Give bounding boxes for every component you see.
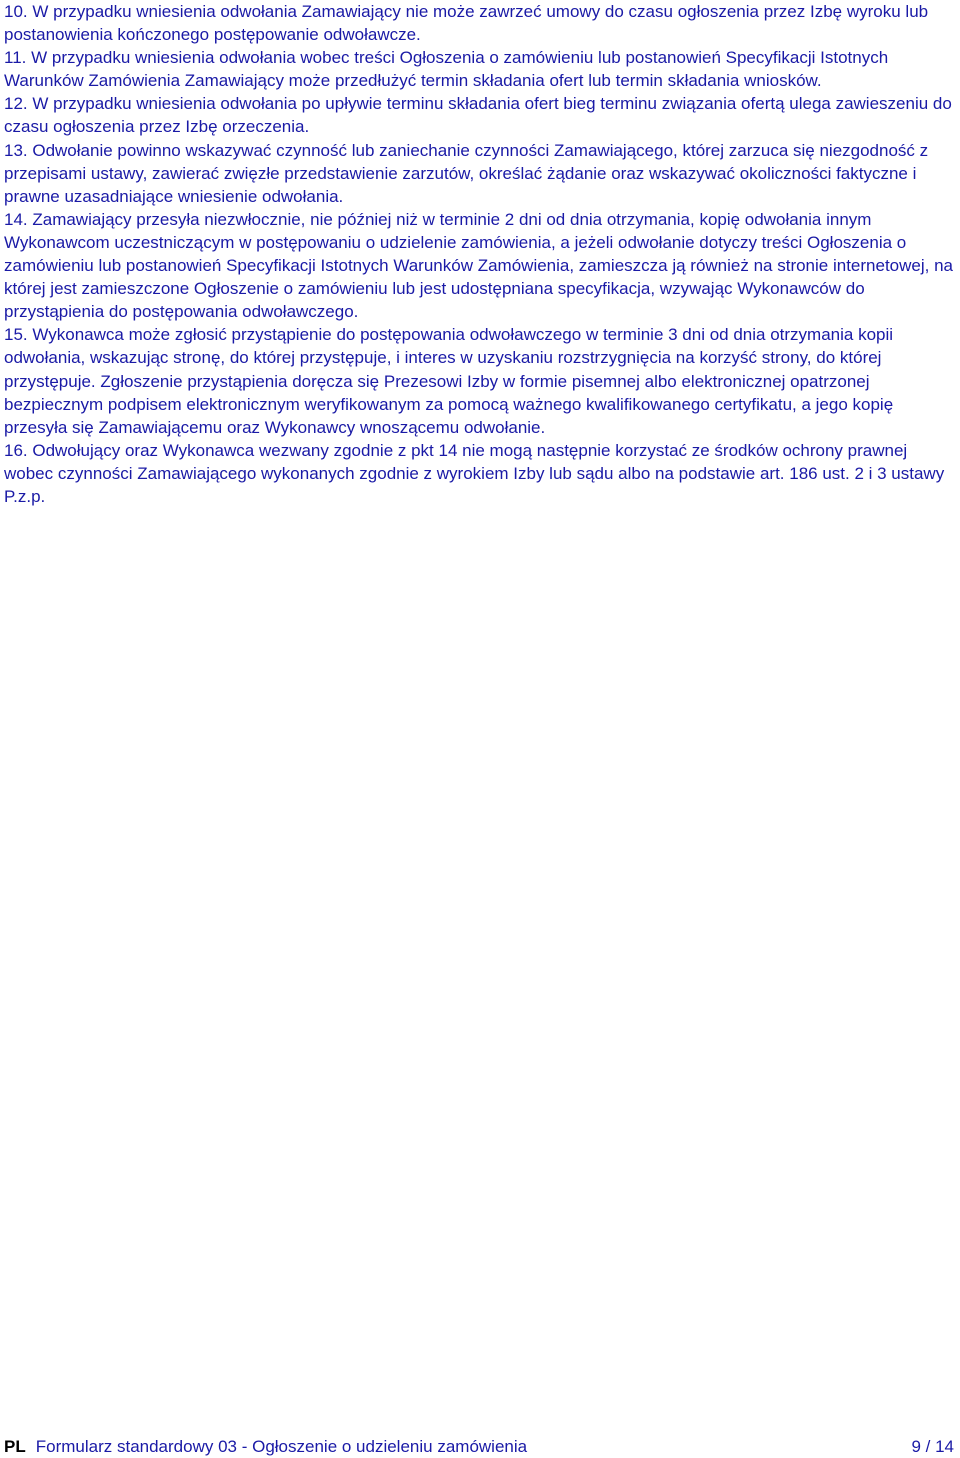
page-footer <box>4 1436 956 1458</box>
footer-page-number: 9 / 14 <box>911 1437 954 1456</box>
footer-form-title: Formularz standardowy 03 - Ogłoszenie o udzieleniu zamówienia <box>35 1437 528 1456</box>
paragraph-13: 13. Odwołanie powinno wskazywać czynność lub zaniechanie czynności Zamawiającego, której zarzuca się niezgodność z przepisami ustawy, zawierać zwięzłe przedstawienie zarzutów, określać żądanie oraz wskazywać okoliczności faktyczne i prawne uzasadniające wniesienie odwołania. <box>4 140 929 206</box>
paragraph-15: 15. Wykonawca może zgłosić przystąpienie do postępowania odwoławczego w terminie 3 dni od dnia otrzymania kopii odwołania, wskazując stronę, do której przystępuje, i interes w uzyskaniu rozstrzygnięcia na korzyść strony, do której przystępuje. Zgłoszenie przystąpienia doręcza się Prezesowi Izby w formie pisemnej albo elektronicznej opatrzonej bezpiecznym podpisem elektronicznym weryfikowanym za pomocą ważnego kwalifikowanego certyfikatu, a jego kopię przesyła się Zamawiającemu oraz Wykonawcy wnoszącemu odwołanie. <box>4 325 894 437</box>
paragraph-10: 10. W przypadku wniesienia odwołania Zamawiający nie może zawrzeć umowy do czasu ogłoszenia przez Izbę wyroku lub postanowienia kończonego postępowanie odwoławcze. <box>4 2 929 45</box>
paragraph-11: 11. W przypadku wniesienia odwołania wobec treści Ogłoszenia o zamówieniu lub postanowień Specyfikacji Istotnych Warunków Zamówienia Zamawiający może przedłużyć termin składania ofert lub termin składania wniosków. <box>4 48 889 91</box>
paragraph-12: 12. W przypadku wniesienia odwołania po upływie terminu składania ofert bieg terminu związania ofertą ulega zawieszeniu do czasu ogłoszenia przez Izbę orzeczenia. <box>4 94 952 137</box>
paragraph-14: 14. Zamawiający przesyła niezwłocznie, nie później niż w terminie 2 dni od dnia otrzymania, kopię odwołania innym Wykonawcom uczestniczącym w postępowaniu o udzielenie zamówienia, a jeżeli odwołanie dotyczy treści Ogłoszenia o zamówieniu lub postanowień Specyfikacji Istotnych Warunków Zamówienia, zamieszcza ją również na stronie internetowej, na której jest zamieszczone Ogłoszenie o zamówieniu lub jest udostępniana specyfikacja, wzywając Wykonawców do przystąpienia do postępowania odwoławczego. <box>4 209 953 322</box>
paragraph-16: 16. Odwołujący oraz Wykonawca wezwany zgodnie z pkt 14 nie mogą następnie korzystać ze środków ochrony prawnej wobec czynności Zamawiającego wykonanych zgodnie z wyrokiem Izby lub sądu albo na podstawie art. 186 ust. 2 i 3 ustawy P.z.p. <box>4 440 945 506</box>
document-body <box>4 0 956 508</box>
footer-language: PL <box>4 1437 26 1456</box>
